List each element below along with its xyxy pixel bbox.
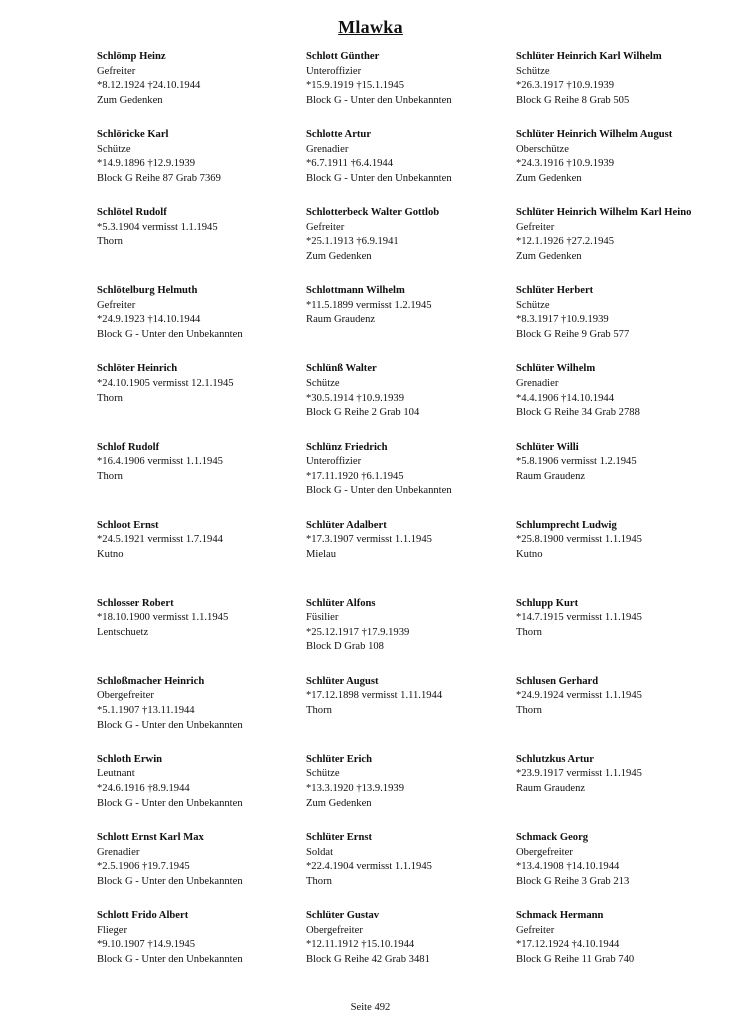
entry-detail-line: *9.10.1907 †14.9.1945 [97,939,195,951]
entry-detail-line: Gefreiter [516,221,555,233]
grave-entry [306,441,536,499]
grave-entry [516,206,741,264]
grave-entry [97,753,327,811]
entry-detail-line: *12.1.1926 †27.2.1945 [516,236,614,248]
grave-entry [306,284,536,328]
entry-detail-line: *12.11.1912 †15.10.1944 [306,939,415,951]
entry-detail-line: Schütze [97,143,131,155]
entry-detail-line: Leutnant [97,768,135,780]
entry-detail-line: Grenadier [516,377,559,389]
grave-entry [516,831,741,889]
grave-entry [97,362,327,406]
entry-name: Schlüter Heinrich Wilhelm August [516,129,673,141]
entry-name: Schlott Ernst Karl Max [97,832,204,843]
entry-detail-line: *13.4.1908 †14.10.1944 [516,861,620,873]
entry-detail-line: Raum Graudenz [516,470,586,482]
entry-grid [0,50,741,980]
entry-detail-line: Raum Graudenz [516,783,586,795]
entry-name: Schlott Günther [306,51,380,62]
entry-detail-line: Schütze [306,377,340,389]
entry-detail-line: *23.9.1917 vermisst 1.1.1945 [516,768,642,780]
grave-entry [516,753,741,797]
entry-detail-line: *8.3.1917 †10.9.1939 [516,314,609,326]
grave-entry [306,206,536,264]
entry-detail-line: *26.3.1917 †10.9.1939 [516,80,614,92]
entry-name: Schlutzkus Artur [516,753,594,765]
entry-name: Schlusen Gerhard [516,675,599,687]
entry-detail-line: Block G Reihe 9 Grab 577 [516,329,630,341]
grave-entry [306,128,536,186]
entry-detail-line: Kutno [516,548,543,560]
grave-entry [97,128,327,186]
entry-detail-line: Schütze [306,768,340,780]
entry-name: Schlöter Heinrich [97,363,178,375]
entry-detail-line: *5.8.1906 vermisst 1.2.1945 [516,456,637,468]
grave-entry [516,909,741,967]
grave-entry [306,519,536,563]
entry-detail-line: *22.4.1904 vermisst 1.1.1945 [306,861,432,873]
entry-name: Schlötelburg Helmuth [97,285,198,297]
grave-entry [97,519,327,563]
entry-detail-line: *2.5.1906 †19.7.1945 [97,861,190,873]
entry-name: Schlünz Friedrich [306,441,388,453]
grave-entry [97,206,327,250]
page-number: Seite 492 [350,1002,391,1013]
entry-detail-line: *4.4.1906 †14.10.1944 [516,392,614,404]
entry-name: Schlünß Walter [306,363,377,375]
entry-detail-line: Unteroffizier [306,65,362,77]
entry-detail-line: Grenadier [97,846,140,858]
entry-detail-line: *6.7.1911 †6.4.1944 [306,158,394,170]
entry-detail-line: Obergefreiter [306,924,363,936]
entry-name: Schlöricke Karl [97,129,169,141]
entry-detail-line: Zum Gedenken [306,250,372,262]
entry-detail-line: *16.4.1906 vermisst 1.1.1945 [97,456,223,468]
entry-detail-line: *25.12.1917 †17.9.1939 [306,626,410,638]
entry-name: Schlüter Heinrich Karl Wilhelm [516,51,662,62]
entry-detail-line: *24.9.1923 †14.10.1944 [97,314,201,326]
entry-detail-line: Gefreiter [97,299,136,311]
entry-detail-line: Unteroffizier [306,456,362,468]
entry-detail-line: *17.12.1924 †4.10.1944 [516,939,620,951]
entry-name: Schmack Hermann [516,910,604,922]
entry-detail-line: *17.3.1907 vermisst 1.1.1945 [306,534,432,546]
page-title: Mlawka [338,17,403,37]
grave-entry [516,128,741,186]
entry-detail-line: *25.8.1900 vermisst 1.1.1945 [516,534,642,546]
entry-detail-line: Schütze [516,299,550,311]
entry-detail-line: Lentschuetz [97,626,149,638]
entry-name: Schlüter Alfons [306,597,376,609]
entry-name: Schlüter Heinrich Wilhelm Karl Heino [516,207,692,219]
entry-detail-line: *30.5.1914 †10.9.1939 [306,392,404,404]
entry-name: Schlotterbeck Walter Gottlob [306,207,440,219]
entry-detail-line: Kutno [97,548,124,560]
grave-entry [97,909,327,967]
entry-name: Schlumprecht Ludwig [516,519,617,531]
entry-detail-line: *25.1.1913 †6.9.1941 [306,236,399,248]
entry-name: Schlüter Gustav [306,910,380,922]
grave-entry [306,909,536,967]
entry-detail-line: Oberschütze [516,143,569,155]
grave-entry [306,753,536,811]
grave-entry [516,675,741,719]
entry-detail-line: Block G Reihe 8 Grab 505 [516,94,630,106]
grave-entry [516,597,741,641]
grave-entry [97,441,327,485]
grave-entry [306,362,536,420]
entry-detail-line: *24.10.1905 vermisst 12.1.1945 [97,377,234,389]
entry-detail-line: Block G Reihe 11 Grab 740 [516,953,635,965]
entry-detail-line: *5.1.1907 †13.11.1944 [97,704,195,716]
entry-detail-line: Block D Grab 108 [306,641,384,653]
entry-name: Schloth Erwin [97,753,163,765]
entry-detail-line: Block G - Unter den Unbekannten [97,953,243,965]
grave-entry [97,597,327,641]
entry-detail-line: *5.3.1904 vermisst 1.1.1945 [97,221,218,233]
entry-name: Schlüter Adalbert [306,519,387,531]
entry-detail-line: Block G - Unter den Unbekannten [97,875,243,887]
entry-detail-line: Block G Reihe 2 Grab 104 [306,407,420,419]
entry-detail-line: Gefreiter [306,221,345,233]
entry-detail-line: *17.11.1920 †6.1.1945 [306,470,404,482]
entry-detail-line: Block G - Unter den Unbekannten [306,94,452,106]
entry-name: Schlottmann Wilhelm [306,285,405,297]
grave-entry [516,441,741,485]
entry-detail-line: Thorn [306,875,332,887]
entry-name: Schlüter Willi [516,441,579,453]
entry-detail-line: *24.5.1921 vermisst 1.7.1944 [97,534,223,546]
entry-name: Schlötel Rudolf [97,207,167,219]
entry-detail-line: Block G Reihe 34 Grab 2788 [516,407,640,419]
grave-entry [306,831,536,889]
grave-entry [306,597,536,655]
entry-detail-line: Mielau [306,548,337,560]
entry-detail-line: Block G Reihe 42 Grab 3481 [306,953,430,965]
entry-detail-line: Raum Graudenz [306,314,376,326]
entry-detail-line: Obergefreiter [516,846,573,858]
entry-detail-line: Block G - Unter den Unbekannten [97,329,243,341]
entry-name: Schmack Georg [516,832,589,843]
entry-name: Schloßmacher Heinrich [97,675,205,687]
entry-name: Schloot Ernst [97,519,159,531]
entry-name: Schlof Rudolf [97,441,160,453]
entry-detail-line: Thorn [97,470,123,482]
entry-detail-line: Thorn [516,704,542,716]
entry-detail-line: *24.3.1916 †10.9.1939 [516,158,614,170]
entry-detail-line: Zum Gedenken [516,172,582,184]
entry-name: Schlott Frido Albert [97,910,189,922]
entry-detail-line: *17.12.1898 vermisst 1.11.1944 [306,690,443,702]
entry-name: Schlüter Herbert [516,285,594,297]
entry-detail-line: Thorn [516,626,542,638]
entry-detail-line: Grenadier [306,143,349,155]
grave-entry [516,362,741,420]
grave-entry [516,50,741,108]
entry-detail-line: Thorn [97,392,123,404]
entry-detail-line: Thorn [306,704,332,716]
grave-entry [306,675,536,719]
entry-name: Schlüter Ernst [306,832,373,843]
entry-detail-line: *11.5.1899 vermisst 1.2.1945 [306,299,432,311]
entry-detail-line: *24.6.1916 †8.9.1944 [97,783,190,795]
entry-name: Schlüter August [306,675,379,687]
entry-detail-line: *15.9.1919 †15.1.1945 [306,80,404,92]
grave-entry [516,284,741,342]
entry-detail-line: Schütze [516,65,550,77]
entry-detail-line: Zum Gedenken [306,797,372,809]
grave-entry [306,50,536,108]
entry-detail-line: Block G - Unter den Unbekannten [306,485,452,497]
grave-entry [516,519,741,563]
entry-detail-line: *8.12.1924 †24.10.1944 [97,80,201,92]
entry-detail-line: Gefreiter [97,65,136,77]
entry-detail-line: *14.9.1896 †12.9.1939 [97,158,195,170]
entry-detail-line: Flieger [97,924,128,936]
entry-name: Schlosser Robert [97,597,174,609]
entry-detail-line: *24.9.1924 vermisst 1.1.1945 [516,690,642,702]
entry-detail-line: Soldat [306,846,334,858]
entry-name: Schlüter Wilhelm [516,363,596,375]
entry-detail-line: Block G Reihe 87 Grab 7369 [97,172,221,184]
grave-entry [97,50,327,108]
entry-detail-line: Obergefreiter [97,690,154,702]
entry-detail-line: *14.7.1915 vermisst 1.1.1945 [516,612,642,624]
entry-detail-line: Thorn [97,236,123,248]
entry-name: Schlüter Erich [306,753,373,765]
entry-detail-line: *18.10.1900 vermisst 1.1.1945 [97,612,229,624]
entry-name: Schlömp Heinz [97,51,166,62]
grave-entry [97,831,327,889]
entry-name: Schlotte Artur [306,129,372,141]
entry-detail-line: *13.3.1920 †13.9.1939 [306,783,404,795]
entry-detail-line: Block G - Unter den Unbekannten [97,719,243,731]
entry-detail-line: Gefreiter [516,924,555,936]
entry-detail-line: Zum Gedenken [516,250,582,262]
entry-name: Schlupp Kurt [516,597,579,609]
entry-detail-line: Block G - Unter den Unbekannten [97,797,243,809]
entry-detail-line: Block G - Unter den Unbekannten [306,172,452,184]
entry-detail-line: Zum Gedenken [97,94,163,106]
entry-detail-line: Füsilier [306,612,339,624]
grave-entry [97,284,327,342]
entry-detail-line: Block G Reihe 3 Grab 213 [516,875,630,887]
grave-entry [97,675,327,733]
